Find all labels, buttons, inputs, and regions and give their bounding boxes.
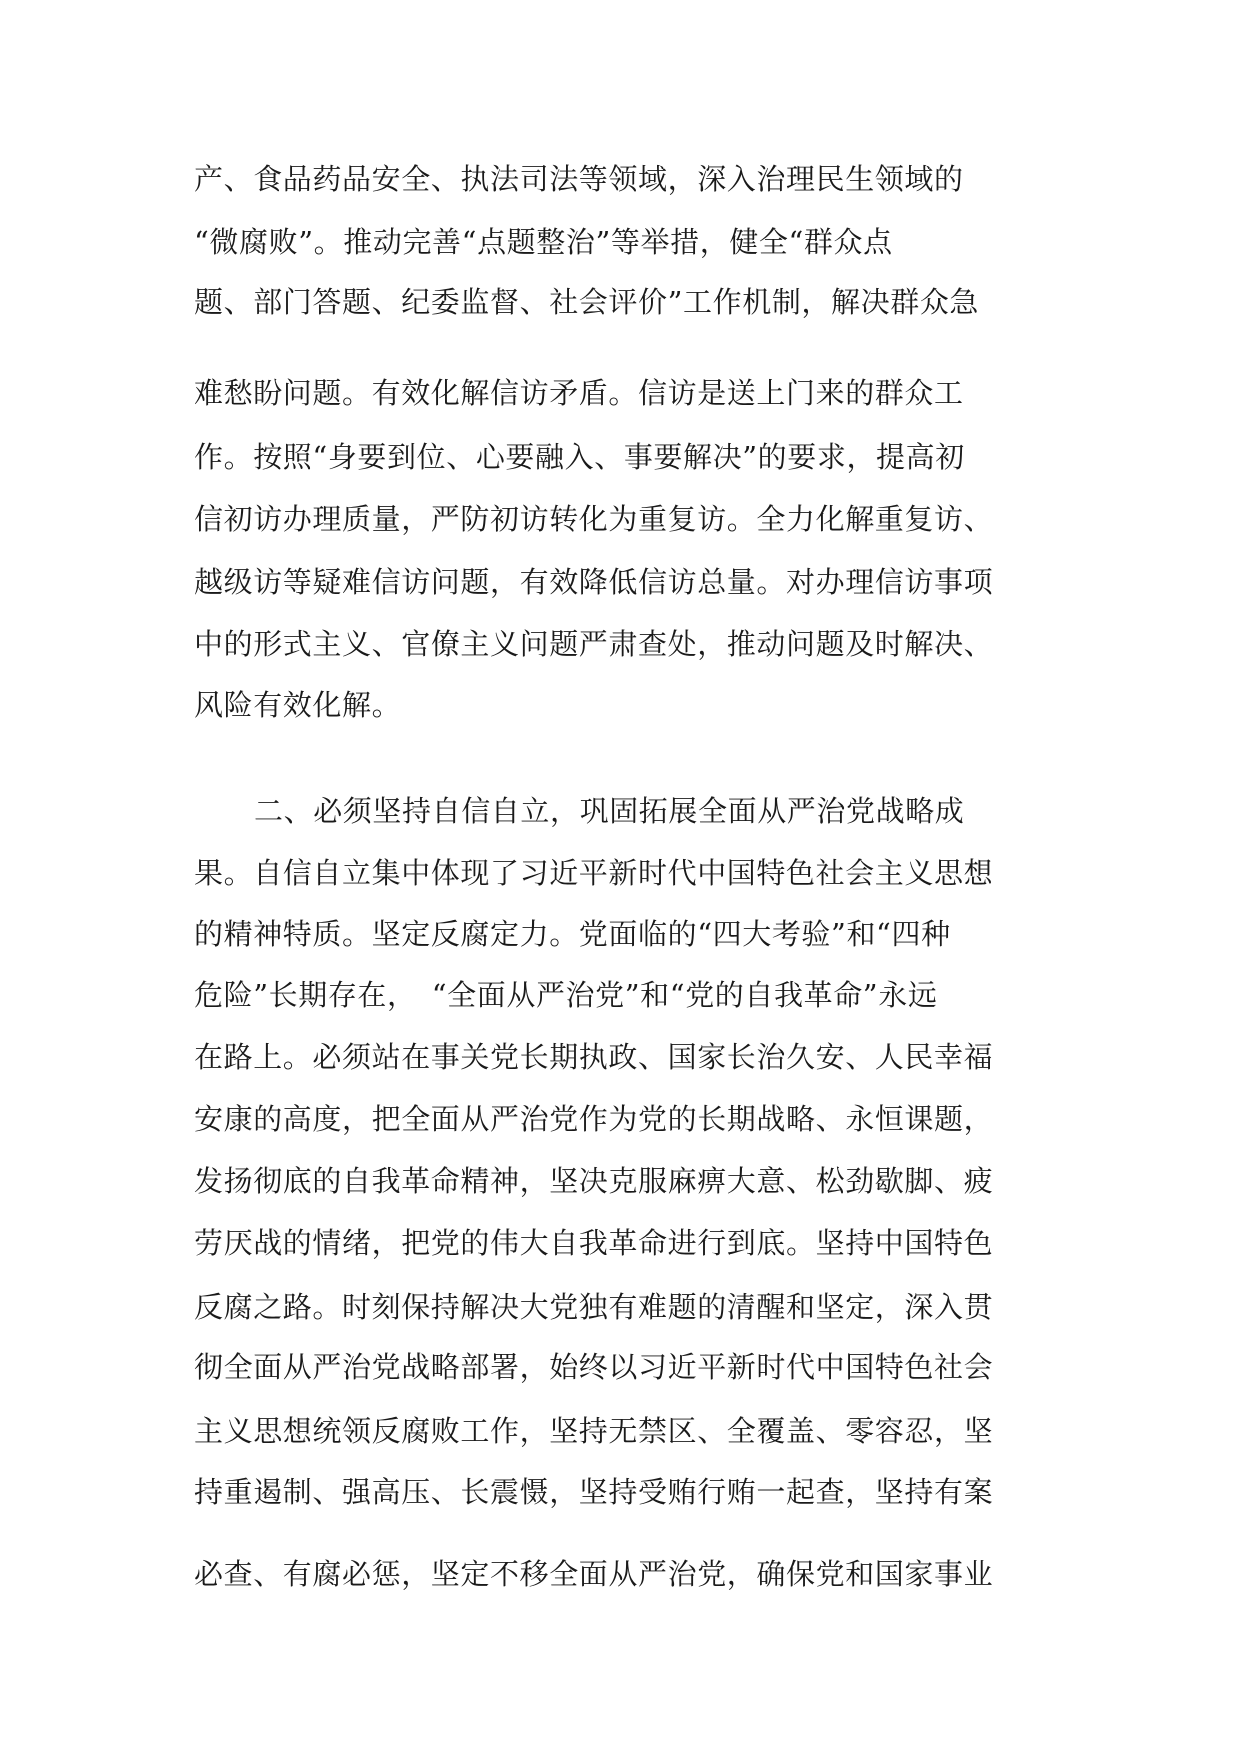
- paragraph-1-line-5: 作。按照“身要到位、心要融入、事要解决”的要求，提高初: [194, 440, 965, 474]
- paragraph-2-line-5: 在路上。必须站在事关党长期执政、国家长治久安、人民幸福: [194, 1040, 994, 1074]
- paragraph-1-line-6: 信初访办理质量，严防初访转化为重复访。全力化解重复访、: [194, 502, 994, 536]
- paragraph-2-line-12: 持重遏制、强高压、长震慑，坚持受贿行贿一起查，坚持有案: [194, 1475, 994, 1509]
- paragraph-1-line-7: 越级访等疑难信访问题，有效降低信访总量。对办理信访事项: [194, 565, 994, 599]
- paragraph-2-line-11: 主义思想统领反腐败工作，坚持无禁区、全覆盖、零容忍，坚: [194, 1414, 994, 1448]
- paragraph-1-line-8: 中的形式主义、官僚主义问题严肃查处，推动问题及时解决、: [194, 627, 994, 661]
- paragraph-2-line-13: 必查、有腐必惩，坚定不移全面从严治党，确保党和国家事业: [194, 1557, 994, 1591]
- paragraph-2-line-3: 的精神特质。坚定反腐定力。党面临的“四大考验”和“四种: [194, 917, 951, 951]
- paragraph-2-line-6: 安康的高度，把全面从严治党作为党的长期战略、永恒课题，: [194, 1102, 994, 1136]
- paragraph-1-line-2: “微腐败”。推动完善“点题整治”等举措，健全“群众点: [194, 225, 893, 259]
- paragraph-1-line-3: 题、部门答题、纪委监督、社会评价”工作机制，解决群众急: [194, 285, 980, 319]
- paragraph-2-line-2: 果。自信自立集中体现了习近平新时代中国特色社会主义思想: [194, 856, 994, 890]
- paragraph-2-line-9: 反腐之路。时刻保持解决大党独有难题的清醒和坚定，深入贯: [194, 1290, 994, 1324]
- paragraph-2-line-8: 劳厌战的情绪，把党的伟大自我革命进行到底。坚持中国特色: [194, 1226, 994, 1260]
- paragraph-2-line-7: 发扬彻底的自我革命精神，坚决克服麻痹大意、松劲歇脚、疲: [194, 1164, 994, 1198]
- paragraph-2-line-4: 危险”长期存在， “全面从严治党”和“党的自我革命”永远: [194, 978, 938, 1012]
- paragraph-1-line-4: 难愁盼问题。有效化解信访矛盾。信访是送上门来的群众工: [194, 376, 964, 410]
- paragraph-1-line-9: 风险有效化解。: [194, 688, 402, 722]
- paragraph-2-line-1: 二、必须坚持自信自立，巩固拓展全面从严治党战略成: [254, 794, 965, 828]
- paragraph-1-line-1: 产、食品药品安全、执法司法等领域，深入治理民生领域的: [194, 162, 964, 196]
- paragraph-2-line-10: 彻全面从严治党战略部署，始终以习近平新时代中国特色社会: [194, 1350, 994, 1384]
